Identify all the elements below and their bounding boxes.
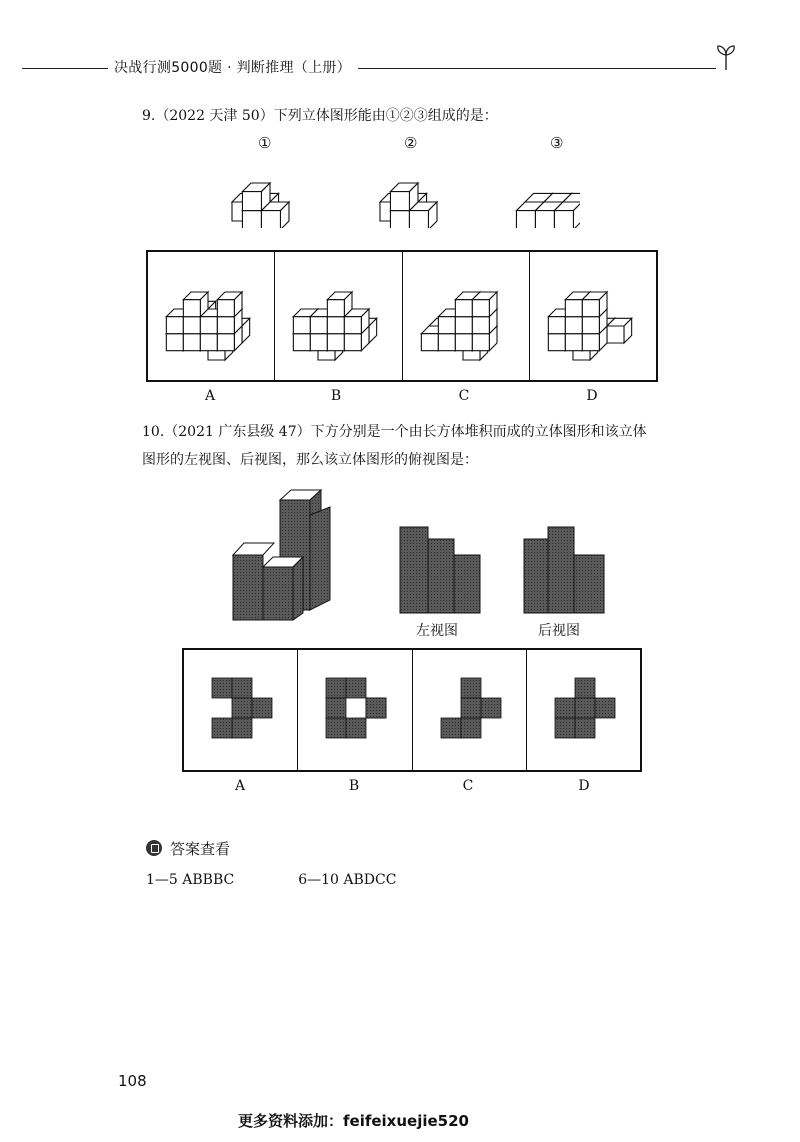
top-view-cell	[555, 698, 575, 718]
header-rule-left	[22, 68, 108, 69]
top-view-cell	[555, 718, 575, 738]
top-view-cell	[346, 718, 366, 738]
header-rule-right	[358, 68, 716, 69]
part-3-figure	[516, 193, 580, 228]
part-label-3: ③	[550, 134, 564, 152]
q10-option-b-figure	[298, 650, 412, 770]
answer-heading	[146, 838, 230, 859]
cube-face	[328, 300, 345, 317]
answer-list	[146, 872, 460, 888]
cube-stack	[421, 292, 497, 360]
cube-stack	[166, 292, 249, 360]
q9-option-a-figure	[148, 252, 275, 380]
cube-face	[455, 334, 472, 351]
cube-face	[472, 300, 489, 317]
q9-label-d: D	[586, 388, 598, 404]
q9-options-panel	[146, 250, 658, 382]
top-view-cell	[461, 698, 481, 718]
left-view-caption: 左视图	[416, 623, 458, 639]
cube-face	[554, 211, 573, 228]
q9-option-d[interactable]	[530, 252, 656, 380]
q10-option-a[interactable]	[184, 650, 298, 770]
q10-option-c[interactable]	[413, 650, 527, 770]
question-10-line1: 10.（2021 广东县级 47）下方分别是一个由长方体堆积而成的立体图形和该立体	[142, 424, 647, 440]
cube-stack	[294, 292, 377, 360]
q10-label-a: A	[234, 778, 246, 794]
footer-note: 更多资料添加：feifeixuejie520	[238, 1112, 469, 1130]
cube-face	[183, 317, 200, 334]
top-view-cell	[441, 718, 461, 738]
top-view-cell	[232, 718, 252, 738]
q10-option-d-figure	[527, 650, 641, 770]
cube-face	[472, 317, 489, 334]
cube-face	[183, 334, 200, 351]
q10-option-d[interactable]	[527, 650, 640, 770]
back-view-figure	[522, 525, 608, 615]
cube-face	[345, 317, 362, 334]
top-view-cell	[326, 698, 346, 718]
cube-face	[535, 211, 554, 228]
header-title: 决战行测5000题 · 判断推理（上册）	[114, 60, 351, 76]
top-view-cell	[461, 718, 481, 738]
cube-face	[582, 334, 599, 351]
q9-option-b[interactable]	[275, 252, 402, 380]
cube-face	[328, 317, 345, 334]
q9-option-c-figure	[403, 252, 530, 380]
answer-icon	[146, 840, 162, 856]
top-view-cell	[212, 678, 232, 698]
cube-face	[582, 300, 599, 317]
top-view-cell	[575, 678, 595, 698]
top-view-cell	[346, 678, 366, 698]
cube-face	[565, 334, 582, 351]
cube-face	[409, 211, 428, 228]
cube-face	[390, 211, 409, 228]
top-view-cell	[461, 678, 481, 698]
q10-options-panel	[182, 648, 642, 772]
cube-face	[582, 317, 599, 334]
q9-part-figures	[220, 158, 580, 228]
cube-face	[548, 334, 565, 351]
cube-face	[261, 211, 280, 228]
answer-item: 1—5 ABBBC	[146, 872, 235, 888]
cube-face	[421, 334, 438, 351]
q9-label-a: A	[204, 388, 216, 404]
q9-label-c: C	[458, 388, 470, 404]
top-view-cell	[366, 698, 386, 718]
q10-label-b: B	[348, 778, 360, 794]
cube-face	[328, 334, 345, 351]
top-view-cell	[326, 718, 346, 738]
cube-stack	[548, 292, 631, 360]
answer-item: 6—10 ABDCC	[298, 872, 397, 888]
top-view-cell	[212, 718, 232, 738]
left-view-figure	[398, 525, 484, 615]
cube-face	[548, 317, 565, 334]
cube-face	[565, 300, 582, 317]
question-10-line2: 图形的左视图、后视图，那么该立体图形的俯视图是：	[142, 452, 478, 468]
cube-face	[565, 317, 582, 334]
q10-option-c-figure	[413, 650, 527, 770]
cube-face	[166, 317, 183, 334]
page-number: 108	[118, 1072, 147, 1090]
top-view-cell	[326, 678, 346, 698]
q10-label-d: D	[578, 778, 590, 794]
cube-face	[607, 326, 624, 343]
part-1-figure	[232, 183, 289, 228]
cube-face	[294, 317, 311, 334]
cube-face	[455, 317, 472, 334]
cube-face	[390, 192, 409, 211]
part-label-2: ②	[404, 134, 418, 152]
cube-face	[438, 317, 455, 334]
top-view-cell	[232, 698, 252, 718]
top-view-cell	[575, 698, 595, 718]
q10-solid-figure	[225, 485, 335, 625]
cube-face	[345, 334, 362, 351]
q10-option-a-figure	[184, 650, 298, 770]
cube-face	[472, 334, 489, 351]
cube-face	[311, 317, 328, 334]
q9-option-a[interactable]	[148, 252, 275, 380]
part-label-1: ①	[258, 134, 272, 152]
cube-face	[166, 334, 183, 351]
cube-face	[217, 300, 234, 317]
cube-face	[217, 334, 234, 351]
cube-face	[242, 192, 261, 211]
q10-label-c: C	[462, 778, 474, 794]
q9-option-d-figure	[530, 252, 657, 380]
cube-face	[455, 300, 472, 317]
q10-option-b[interactable]	[298, 650, 412, 770]
q9-option-b-figure	[275, 252, 402, 380]
top-view-cell	[481, 698, 501, 718]
top-view-cell	[595, 698, 615, 718]
cube-face	[242, 211, 261, 228]
cube-face	[183, 300, 200, 317]
cube-face	[217, 317, 234, 334]
sprout-icon	[714, 42, 738, 72]
part-2-figure	[380, 183, 437, 228]
running-header	[22, 52, 722, 76]
cube-face	[311, 334, 328, 351]
top-view-cell	[575, 718, 595, 738]
question-9-text: 9.（2022 天津 50）下列立体图形能由①②③组成的是：	[142, 108, 498, 124]
cube-face	[200, 317, 217, 334]
answer-heading-text: 答案查看	[170, 840, 231, 858]
q9-option-c[interactable]	[403, 252, 530, 380]
cube-face	[200, 334, 217, 351]
cube-face	[294, 334, 311, 351]
top-view-cell	[252, 698, 272, 718]
q9-label-b: B	[330, 388, 342, 404]
cube-face	[438, 334, 455, 351]
cube-face	[516, 211, 535, 228]
back-view-caption: 后视图	[538, 623, 580, 639]
top-view-cell	[232, 678, 252, 698]
